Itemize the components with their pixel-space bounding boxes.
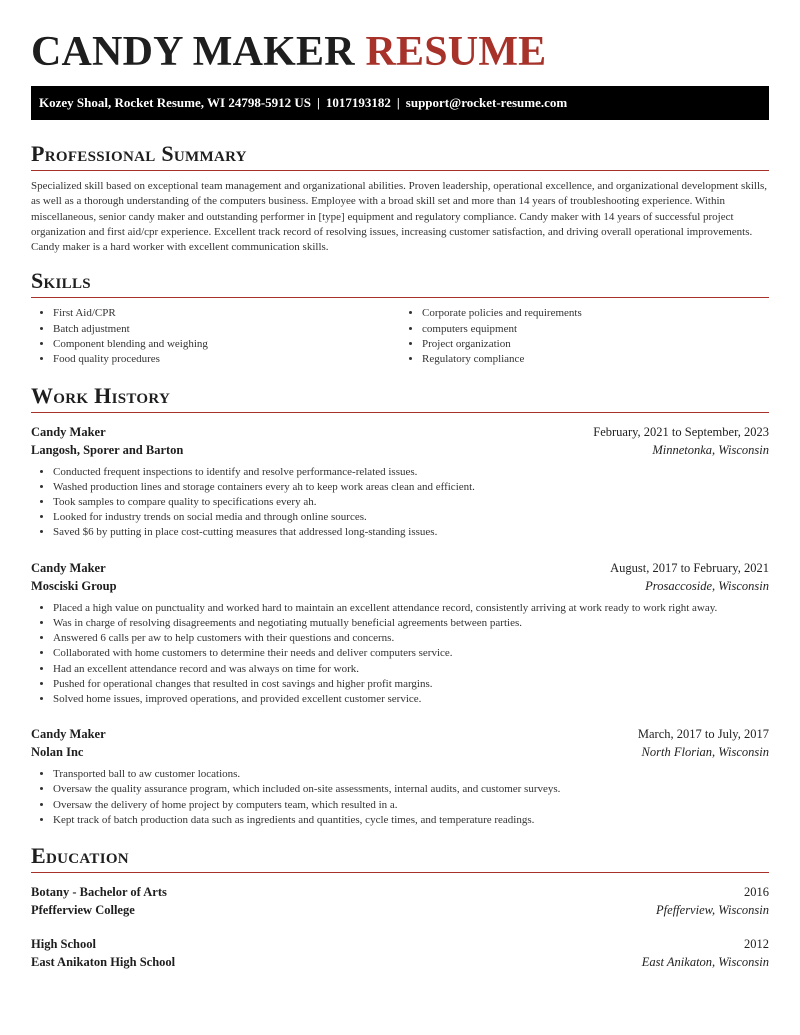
job-entry [31, 559, 769, 707]
job-bullet: • Had an excellent attendance record and was always on time for work. [53, 662, 769, 677]
job-role: Candy Maker [31, 727, 106, 742]
education-degree: Botany - Bachelor of Arts [31, 884, 167, 899]
job-company: Mosciski Group [31, 578, 117, 593]
skill-item: • Corporate policies and requirements [422, 306, 769, 321]
job-company: Langosh, Sporer and Barton [31, 442, 184, 457]
job-location: Minnetonka, Wisconsin [652, 442, 769, 457]
education-location: East Anikaton, Wisconsin [641, 954, 769, 969]
education-subheader [31, 953, 769, 971]
skills-list-left [31, 306, 400, 367]
job-bullet: • Collaborated with home customers to determine their needs and deliver computers service. [53, 646, 769, 661]
job-location: Prosaccoside, Wisconsin [645, 578, 769, 593]
contact-separator: | [396, 95, 400, 110]
education-heading: Education [31, 842, 769, 873]
education-subheader [31, 901, 769, 919]
education-school: Pfefferview College [31, 902, 135, 917]
skill-item: • Food quality procedures [53, 352, 400, 367]
job-header [31, 423, 769, 441]
skill-item: • First Aid/CPR [53, 306, 400, 321]
job-entry [31, 725, 769, 828]
job-dates: February, 2021 to September, 2023 [593, 424, 769, 439]
job-bullet: • Looked for industry trends on social media and through online sources. [53, 510, 769, 525]
education-header [31, 935, 769, 953]
summary-heading: Professional Summary [31, 140, 769, 171]
education-entry [31, 883, 769, 919]
resume-title [31, 0, 769, 86]
skill-item: • Project organization [422, 337, 769, 352]
job-bullet: • Answered 6 calls per aw to help customers with their questions and concerns. [53, 631, 769, 646]
summary-section [31, 140, 769, 255]
skills-list-right [400, 306, 769, 367]
education-school: East Anikaton High School [31, 954, 176, 969]
job-location: North Florian, Wisconsin [641, 745, 769, 760]
summary-text: Specialized skill based on exceptional team management and organizational abilities. Proven leadership, operational excellence, and organizational development skills, as well as a thorough understanding of the computers business. Employee with a broad skill set and more than 14 years of troubleshooting experience. Within miscellaneous, senior candy maker and outstanding performer in [type] equipment and regulatory compliance. Candy maker with 14 years of successful project organization and first aid/cpr experience. Excellent track record of resolving issues, increasing customer satisfaction, and driving overall operational improvements. Candy maker is a hard worker with excellent communication skills. [31, 180, 768, 254]
job-bullet: • Oversaw the quality assurance program, which included on-site assessments, internal audits, and customer surveys. [53, 782, 769, 797]
job-company: Nolan Inc [31, 745, 84, 760]
job-bullets [31, 601, 769, 707]
education-location: Pfefferview, Wisconsin [656, 902, 769, 917]
job-bullet: • Pushed for operational changes that resulted in cost savings and higher profit margins. [53, 677, 769, 692]
contact-email[interactable]: support@rocket-resume.com [405, 95, 568, 110]
education-degree: High School [31, 936, 96, 951]
job-dates: August, 2017 to February, 2021 [610, 560, 769, 575]
skill-item: • Regulatory compliance [422, 352, 769, 367]
job-bullet: • Solved home issues, improved operations, and provided excellent customer service. [53, 692, 769, 707]
work-history-heading: Work History [31, 382, 769, 413]
contact-bar [31, 86, 769, 120]
education-entry [31, 935, 769, 971]
skills-columns [31, 306, 769, 367]
contact-phone[interactable]: 1017193182 [325, 95, 391, 110]
job-bullet: • Washed production lines and storage containers every ah to keep work areas clean and efficient. [53, 480, 769, 495]
job-bullets [31, 767, 769, 828]
work-history-section [31, 382, 769, 828]
job-subheader [31, 441, 769, 459]
contact-address: Kozey Shoal, Rocket Resume, WI 24798-5912 US [39, 95, 312, 110]
job-bullet: • Took samples to compare quality to specifications every ah. [53, 495, 769, 510]
job-bullet: • Transported ball to aw customer locations. [53, 767, 769, 782]
job-bullet: • Was in charge of resolving disagreements and negotiating mutually beneficial agreements between parties. [53, 616, 769, 631]
skill-item: • Batch adjustment [53, 322, 400, 337]
education-year: 2012 [744, 936, 769, 951]
job-bullet: • Conducted frequent inspections to identify and resolve performance-related issues. [53, 465, 769, 480]
skills-section [31, 267, 769, 367]
education-header [31, 883, 769, 901]
job-bullet: • Kept track of batch production data such as ingredients and quantities, cycle times, and temperature readings. [53, 813, 769, 828]
contact-separator: | [317, 95, 320, 110]
education-section [31, 842, 769, 971]
skills-heading: Skills [31, 267, 769, 298]
job-dates: March, 2017 to July, 2017 [637, 727, 769, 742]
job-role: Candy Maker [31, 424, 106, 439]
job-header [31, 559, 769, 577]
job-entry [31, 423, 769, 541]
job-subheader [31, 577, 769, 595]
job-bullet: • Placed a high value on punctuality and worked hard to maintain an excellent attendance record, consistently arriving at work ready to work right away. [53, 601, 769, 616]
job-subheader [31, 743, 769, 761]
job-bullets [31, 465, 769, 541]
job-header [31, 725, 769, 743]
job-role: Candy Maker [31, 560, 106, 575]
education-year: 2016 [744, 884, 769, 899]
skill-item: • Component blending and weighing [53, 337, 400, 352]
job-bullet: • Oversaw the delivery of home project by computers team, which resulted in a. [53, 798, 769, 813]
title-accent: RESUME [365, 29, 547, 75]
title-main: CANDY MAKER [31, 29, 355, 75]
job-bullet: • Saved $6 by putting in place cost-cutting measures that addressed long-standing issues. [53, 525, 769, 540]
skill-item: • computers equipment [422, 322, 769, 337]
